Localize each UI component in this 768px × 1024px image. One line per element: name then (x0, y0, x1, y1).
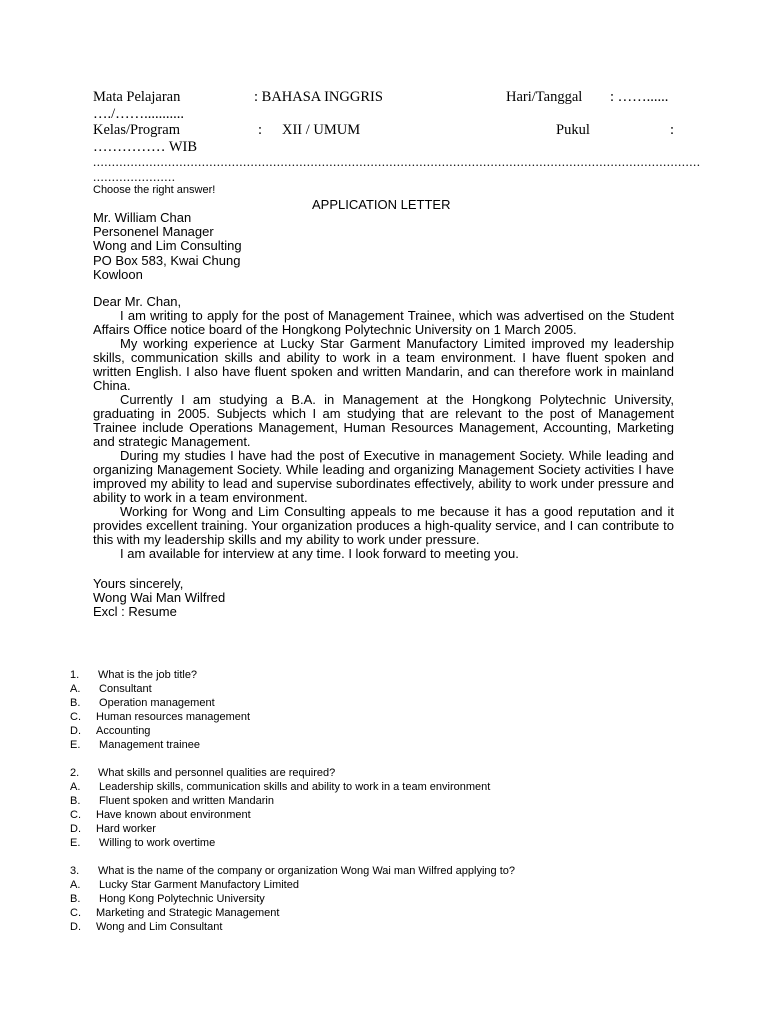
question-text: What is the job title? (98, 669, 198, 681)
closing: Yours sincerely, (93, 576, 184, 591)
answer-option (70, 822, 515, 836)
paragraph: I am available for interview at any time. I look forward to meeting you. (120, 546, 519, 561)
option-text: Fluent spoken and written Mandarin (96, 795, 274, 807)
answer-option (70, 724, 515, 738)
option-text: Willing to work overtime (96, 837, 216, 849)
option-text: Human resources management (96, 711, 251, 723)
question-item (70, 864, 515, 934)
question-item (70, 766, 515, 850)
letter-title: APPLICATION LETTER (312, 197, 451, 212)
subject-value: : BAHASA INGGRIS (254, 89, 383, 105)
question-row (70, 668, 515, 682)
letter-body (93, 295, 674, 561)
letter-closing (93, 577, 674, 619)
day-value: : ……...... (610, 89, 669, 105)
question-number: 2. (70, 767, 80, 779)
time-colon: : (670, 122, 675, 138)
question-row (70, 864, 515, 878)
option-letter: B. (70, 795, 81, 807)
answer-option (70, 696, 515, 710)
option-text: Consultant (96, 683, 152, 695)
answer-option (70, 808, 515, 822)
recipient-address (93, 211, 674, 282)
option-text: Accounting (96, 725, 151, 737)
answer-option (70, 892, 515, 906)
question-number: 3. (70, 865, 80, 877)
salutation: Dear Mr. Chan, (93, 294, 182, 309)
paragraph: Currently I am studying a B.A. in Management at the Hongkong Polytechnic University, graduating in 2005. Subjects which I am studying that are relevant to the post of Management Trainee include Operations Management, Human Resources Management, Accounting, Marketing and strategic Management. (93, 392, 674, 449)
answer-option (70, 794, 515, 808)
class-label: Kelas/Program (93, 122, 180, 138)
answer-option (70, 906, 515, 920)
question-list (70, 668, 515, 948)
address-line: Kowloon (93, 266, 143, 282)
option-text: Leadership skills, communication skills and ability to work in a team environment (96, 781, 491, 793)
option-text: Hard worker (96, 823, 156, 835)
option-text: Wong and Lim Consultant (96, 921, 223, 933)
option-text: Management trainee (96, 739, 200, 751)
option-letter: A. (70, 781, 81, 793)
option-text: Operation management (96, 697, 215, 709)
question-number: 1. (70, 669, 80, 681)
option-letter: D. (70, 725, 81, 737)
option-letter: E. (70, 739, 81, 751)
answer-option (70, 878, 515, 892)
option-text: Lucky Star Garment Manufactory Limited (96, 879, 299, 891)
option-letter: B. (70, 697, 81, 709)
answer-option (70, 738, 515, 752)
answer-option (70, 710, 515, 724)
option-letter: C. (70, 809, 81, 821)
paragraph: Working for Wong and Lim Consulting appeals to me because it has a good reputation and it provides excellent training. Your organization produces a high-quality service, and I can contribute to this with my leadership skills and my ability to work under pressure. (93, 504, 674, 547)
answer-option (70, 920, 515, 934)
time-value: …………… WIB (93, 139, 198, 155)
paragraph: During my studies I have had the post of Executive in management Society. While leading and organizing Management Society. While leading and organizing Management Society activities I have improved my ability to lead and supervise subordinates effectively, ability to work under pressure and ability to work in a team environment. (93, 448, 674, 505)
instruction: Choose the right answer! (93, 184, 216, 196)
question-row (70, 766, 515, 780)
address-line: Personenel Manager (93, 224, 214, 240)
day-label: Hari/Tanggal (506, 89, 583, 105)
signature-name: Wong Wai Man Wilfred (93, 590, 226, 605)
answer-option (70, 682, 515, 696)
answer-option (70, 836, 515, 850)
address-line: Wong and Lim Consulting (93, 238, 242, 254)
option-letter: D. (70, 921, 81, 933)
option-letter: B. (70, 893, 81, 905)
subject-label: Mata Pelajaran (93, 89, 181, 105)
option-letter: D. (70, 823, 81, 835)
option-letter: C. (70, 907, 81, 919)
day-value-continued: …./……........... (93, 106, 185, 122)
class-value: XII / UMUM (282, 122, 361, 138)
enclosure: Excl : Resume (93, 604, 177, 619)
dotted-line-1: .................................................................................................................................................................. (93, 154, 701, 169)
question-text: What is the name of the company or organization Wong Wai man Wilfred applying to? (98, 865, 515, 877)
option-letter: A. (70, 879, 81, 891)
paragraph: I am writing to apply for the post of Management Trainee, which was advertised on the Student Affairs Office notice board of the Hongkong Polytechnic University on 1 March 2005. (93, 308, 674, 337)
question-text: What skills and personnel qualities are required? (98, 767, 336, 779)
option-letter: C. (70, 711, 81, 723)
time-label: Pukul (556, 122, 590, 138)
dotted-line-2: ...................... (93, 169, 176, 184)
class-colon: : (258, 122, 263, 138)
option-text: Hong Kong Polytechnic University (96, 893, 265, 905)
answer-option (70, 780, 515, 794)
option-text: Have known about environment (96, 809, 251, 821)
address-line: Mr. William Chan (93, 210, 192, 225)
question-item (70, 668, 515, 752)
paragraph: My working experience at Lucky Star Garment Manufactory Limited improved my leadership skills, communication skills and ability to work in a team environment. I have fluent spoken and written English. I also have fluent spoken and written Mandarin, and can therefore work in mainland China. (93, 336, 674, 393)
address-line: PO Box 583, Kwai Chung (93, 252, 241, 268)
option-letter: A. (70, 683, 81, 695)
option-letter: E. (70, 837, 81, 849)
option-text: Marketing and Strategic Management (96, 907, 280, 919)
